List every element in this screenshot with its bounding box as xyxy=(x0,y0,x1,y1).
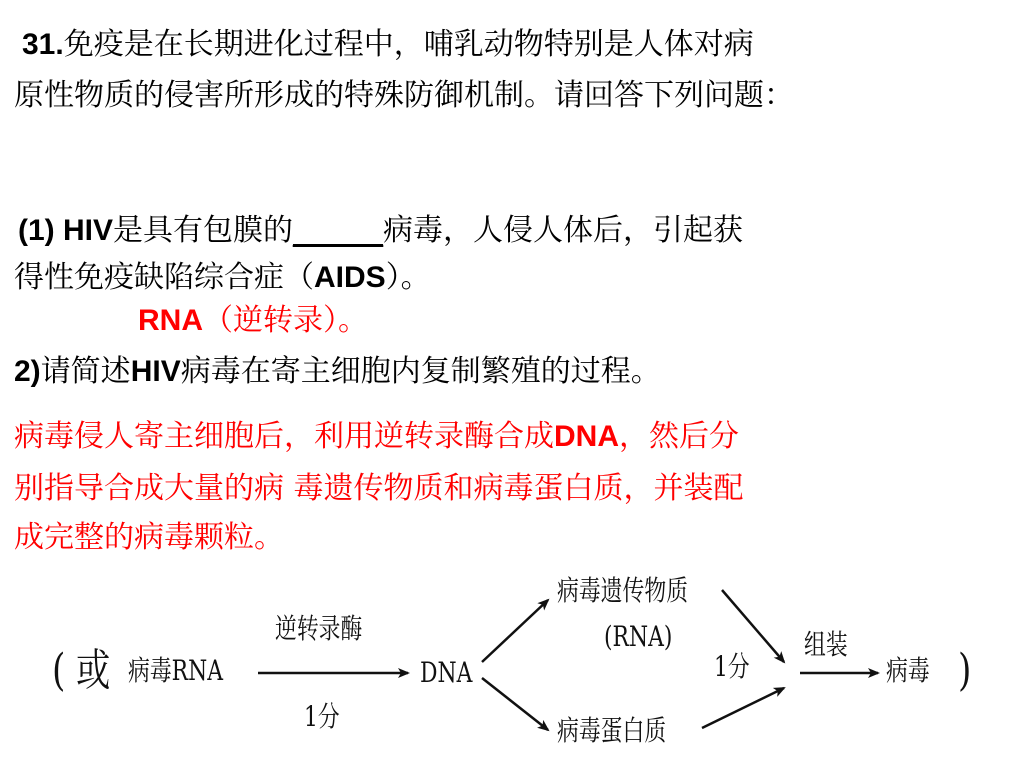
diagram-virus-rna: 病毒RNA xyxy=(128,654,224,687)
question-number: 31. xyxy=(22,28,64,61)
diagram-enzyme: 逆转录酶 xyxy=(275,612,363,645)
part2-text-b: 病毒在寄主细胞内复制繁殖的过程。 xyxy=(180,354,661,389)
part1-blank: ______ xyxy=(293,213,384,248)
diagram-assemble: 组装 xyxy=(804,628,848,661)
part1-line2-b: ）。 xyxy=(385,260,431,295)
diagram-genetic-material: 病毒遗传物质 xyxy=(557,574,689,607)
part1-text-a: 是具有包膜的 xyxy=(113,213,294,248)
part1-answer-rest: （逆转录）。 xyxy=(203,303,368,338)
part1-line2-a: 得性免疫缺陷综合症（ xyxy=(14,260,314,295)
part2-text-a: 请简述 xyxy=(40,354,131,389)
part2-label: 2) xyxy=(14,355,41,388)
arrow-protein-to-assembly xyxy=(702,688,784,728)
question-intro-text1: 免疫是在长期进化过程中，哺乳动物特别是人体对病 xyxy=(63,27,754,62)
diagram-huo: 或 xyxy=(76,645,111,696)
diagram-rna-paren: (RNA) xyxy=(604,620,673,653)
diagram-score2: 1分 xyxy=(714,650,750,683)
part1-answer-rna: RNA xyxy=(138,304,203,337)
part1-aids: AIDS xyxy=(314,261,386,294)
part2-hiv: HIV xyxy=(130,355,181,388)
part2-answer-line2: 别指导合成大量的病 毒遗传物质和病毒蛋白质，并装配 xyxy=(14,471,744,506)
part1-text-b: 病毒，人侵人体后，引起获 xyxy=(383,213,744,248)
part2-answer-text1a: 病毒侵人寄主细胞后，利用逆转录酶合成 xyxy=(14,419,554,454)
part2-answer-text1b: ，然后分 xyxy=(619,419,739,454)
diagram-dna: DNA xyxy=(420,656,473,689)
diagram-close-paren: ) xyxy=(958,645,972,696)
arrow-dna-to-protein xyxy=(482,678,548,730)
part2-answer-line3: 成完整的病毒颗粒。 xyxy=(14,520,284,555)
diagram-score1: 1分 xyxy=(304,700,340,733)
question-intro-line2: 原性物质的侵害所形成的特殊防御机制。请回答下列问题： xyxy=(14,78,794,113)
diagram-protein: 病毒蛋白质 xyxy=(557,714,667,747)
arrow-dna-to-genetic-material xyxy=(482,600,548,662)
part2-answer-dna: DNA xyxy=(554,420,619,453)
diagram-virus: 病毒 xyxy=(886,654,930,687)
diagram-open-paren: ( xyxy=(52,645,66,696)
part1-label: (1) HIV xyxy=(18,214,114,247)
